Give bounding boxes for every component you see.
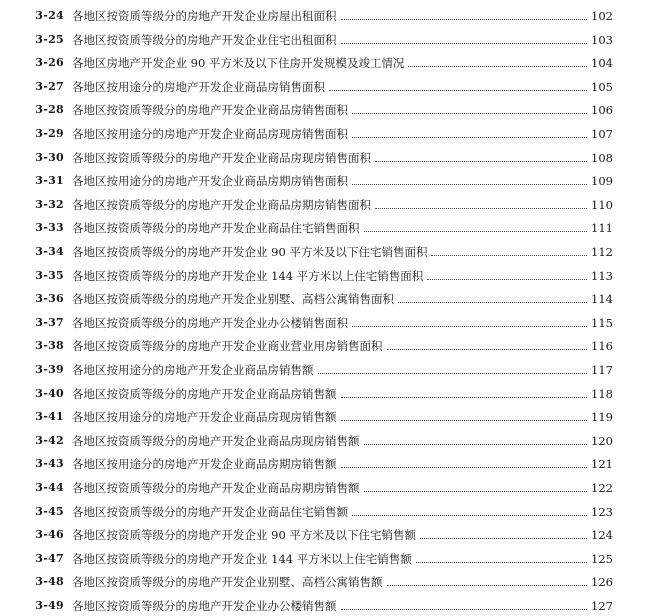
- toc-entry-page: 108: [591, 150, 613, 165]
- toc-leader-dots: [375, 160, 587, 162]
- toc-entry-title: 各地区按资质等级分的房地产开发企业别墅、高档公寓销售面积: [72, 292, 394, 307]
- toc-entry-number: 3-30: [35, 150, 64, 164]
- toc-entry-number: 3-26: [35, 56, 64, 70]
- toc-entry-number: 3-41: [35, 410, 64, 424]
- toc-entry-number: 3-32: [35, 197, 64, 211]
- toc-leader-dots: [341, 396, 588, 398]
- toc-entry-page: 125: [591, 551, 613, 566]
- toc-entry[interactable]: [0, 77, 651, 97]
- toc-leader-dots: [352, 183, 587, 185]
- toc-entry-title: 各地区按资质等级分的房地产开发企业住宅出租面积: [72, 32, 337, 47]
- toc-entry-page: 127: [591, 599, 613, 613]
- toc-entry-title: 各地区按资质等级分的房地产开发企业办公楼销售面积: [72, 315, 348, 330]
- toc-leader-dots: [329, 89, 587, 91]
- toc-entry[interactable]: [0, 384, 651, 404]
- toc-entry[interactable]: [0, 454, 651, 474]
- toc-entry-page: 121: [591, 457, 613, 472]
- toc-entry-number: 3-46: [35, 528, 64, 542]
- toc-entry-title: 各地区按资质等级分的房地产开发企业商业营业用房销售面积: [72, 339, 383, 354]
- toc-entry[interactable]: [0, 195, 651, 215]
- toc-entry-page: 115: [591, 315, 613, 330]
- toc-leader-dots: [408, 65, 587, 67]
- toc-entry-number: 3-24: [35, 9, 64, 22]
- toc-entry-page: 109: [591, 174, 613, 189]
- toc-leader-dots: [352, 325, 587, 327]
- toc-entry-page: 112: [591, 245, 613, 259]
- toc-entry-title: 各地区按资质等级分的房地产开发企业商品房现房销售面积: [72, 150, 371, 165]
- toc-entry-page: 111: [591, 221, 613, 236]
- toc-entry-title: 各地区按资质等级分的房地产开发企业商品房销售额: [72, 386, 337, 401]
- toc-entry-title: 各地区按资质等级分的房地产开发企业商品住宅销售面积: [72, 221, 360, 236]
- toc-entry-title: 各地区按用途分的房地产开发企业商品房销售面积: [72, 79, 325, 94]
- toc-entry-title: 各地区按资质等级分的房地产开发企业办公楼销售额: [72, 599, 337, 613]
- toc-entry-title: 各地区按资质等级分的房地产开发企业商品房现房销售额: [72, 433, 360, 448]
- toc-entry-number: 3-49: [35, 599, 64, 612]
- toc-entry-page: 126: [591, 575, 613, 590]
- toc-entry-title: 各地区房地产开发企业 90 平方米及以下住房开发规模及竣工情况: [72, 56, 405, 71]
- toc-entry-title: 各地区按资质等级分的房地产开发企业 90 平方米及以下住宅销售面积: [72, 245, 428, 259]
- toc-entry[interactable]: [0, 242, 651, 262]
- toc-entry-page: 107: [591, 127, 613, 141]
- toc-entry-number: 3-35: [35, 268, 64, 282]
- toc-leader-dots: [364, 443, 588, 445]
- toc-entry-number: 3-27: [35, 79, 64, 93]
- toc-entry[interactable]: [0, 407, 651, 427]
- toc-leader-dots: [341, 18, 588, 20]
- toc-entry-number: 3-44: [35, 481, 64, 494]
- toc-entry-page: 113: [591, 268, 613, 283]
- toc-entry[interactable]: [0, 360, 651, 380]
- toc-entry-page: 103: [591, 32, 613, 47]
- toc-entry-title: 各地区按资质等级分的房地产开发企业商品房销售面积: [72, 103, 348, 118]
- toc-entry-page: 119: [591, 410, 613, 425]
- toc-entry[interactable]: [0, 218, 651, 238]
- toc-leader-dots: [352, 514, 587, 516]
- toc-leader-dots: [364, 490, 588, 492]
- toc-entry-page: 124: [591, 528, 613, 543]
- toc-entry[interactable]: [0, 6, 651, 26]
- toc-leader-dots: [364, 230, 588, 232]
- toc-entry-number: 3-31: [35, 174, 64, 188]
- toc-leader-dots: [352, 112, 587, 114]
- toc-leader-dots: [375, 207, 587, 209]
- toc-entry-page: 123: [591, 504, 613, 519]
- toc-entry[interactable]: [0, 313, 651, 333]
- toc-leader-dots: [341, 466, 588, 468]
- toc-entry-number: 3-34: [35, 245, 64, 258]
- toc-entry[interactable]: [0, 596, 651, 616]
- toc-entry-title: 各地区按资质等级分的房地产开发企业 144 平方米以上住宅销售额: [72, 551, 412, 566]
- toc-entry-title: 各地区按用途分的房地产开发企业商品房现房销售额: [72, 410, 337, 425]
- toc-entry[interactable]: [0, 431, 651, 451]
- toc-leader-dots: [318, 372, 588, 374]
- toc-entry-page: 118: [591, 386, 613, 401]
- toc-entry-number: 3-43: [35, 457, 64, 471]
- toc-entry-page: 120: [591, 433, 613, 448]
- toc-entry[interactable]: [0, 100, 651, 120]
- toc-entry-page: 110: [591, 197, 613, 212]
- toc-entry[interactable]: [0, 549, 651, 569]
- toc-entry-title: 各地区按用途分的房地产开发企业商品房期房销售面积: [72, 174, 348, 189]
- toc-entry-title: 各地区按资质等级分的房地产开发企业房屋出租面积: [72, 9, 337, 23]
- toc-leader-dots: [387, 348, 588, 350]
- toc-entry-title: 各地区按用途分的房地产开发企业商品房销售额: [72, 363, 314, 377]
- toc-leader-dots: [420, 537, 587, 539]
- toc-leader-dots: [352, 136, 587, 138]
- toc-entry[interactable]: [0, 30, 651, 50]
- toc-leader-dots: [341, 419, 588, 421]
- toc-entry-number: 3-28: [35, 103, 64, 117]
- toc-entry[interactable]: [0, 171, 651, 191]
- toc-entry-number: 3-37: [35, 315, 64, 329]
- toc-entry-title: 各地区按用途分的房地产开发企业商品房现房销售面积: [72, 127, 348, 141]
- toc-entry[interactable]: [0, 124, 651, 144]
- toc-entry-page: 117: [591, 363, 613, 377]
- toc-leader-dots: [416, 561, 587, 563]
- toc-entry[interactable]: [0, 525, 651, 545]
- toc-entry-page: 122: [591, 481, 613, 495]
- toc-entry-number: 3-33: [35, 221, 64, 235]
- toc-entry[interactable]: [0, 53, 651, 73]
- toc-leader-dots: [387, 584, 588, 586]
- toc-entry-number: 3-47: [35, 551, 64, 565]
- toc-entry-page: 116: [591, 339, 613, 354]
- toc-leader-dots: [398, 301, 587, 303]
- toc-entry-number: 3-25: [35, 32, 64, 46]
- toc-entry-number: 3-36: [35, 292, 64, 306]
- toc-entry-page: 106: [591, 103, 613, 118]
- toc-entry-title: 各地区按用途分的房地产开发企业商品房期房销售额: [72, 457, 337, 472]
- toc-entry-number: 3-40: [35, 386, 64, 400]
- toc-entry-page: 114: [591, 292, 613, 307]
- toc-leader-dots: [431, 254, 587, 256]
- toc-entry[interactable]: [0, 266, 651, 286]
- toc-entry-number: 3-42: [35, 433, 64, 447]
- toc-entry[interactable]: [0, 148, 651, 168]
- toc-entry-title: 各地区按资质等级分的房地产开发企业商品房期房销售面积: [72, 197, 371, 212]
- toc-entry-number: 3-39: [35, 363, 64, 376]
- toc-entry[interactable]: [0, 289, 651, 309]
- toc-entry-number: 3-29: [35, 127, 64, 140]
- toc-entry-page: 105: [591, 79, 613, 94]
- toc-entry-title: 各地区按资质等级分的房地产开发企业别墅、高档公寓销售额: [72, 575, 383, 590]
- toc-entry[interactable]: [0, 336, 651, 356]
- toc-entry[interactable]: [0, 572, 651, 592]
- toc-entry[interactable]: [0, 478, 651, 498]
- toc-entry-page: 104: [591, 56, 613, 71]
- toc-entry-number: 3-45: [35, 504, 64, 518]
- toc-entry-title: 各地区按资质等级分的房地产开发企业商品住宅销售额: [72, 504, 348, 519]
- toc-entry-number: 3-48: [35, 575, 64, 589]
- toc-entry[interactable]: [0, 502, 651, 522]
- toc-leader-dots: [341, 608, 588, 610]
- toc-entry-title: 各地区按资质等级分的房地产开发企业 90 平方米及以下住宅销售额: [72, 528, 416, 543]
- toc-entry-number: 3-38: [35, 339, 64, 353]
- toc-leader-dots: [427, 278, 587, 280]
- toc-leader-dots: [341, 42, 588, 44]
- toc-entry-page: 102: [591, 9, 613, 23]
- toc-entry-title: 各地区按资质等级分的房地产开发企业商品房期房销售额: [72, 481, 360, 495]
- toc-entry-title: 各地区按资质等级分的房地产开发企业 144 平方米以上住宅销售面积: [72, 268, 424, 283]
